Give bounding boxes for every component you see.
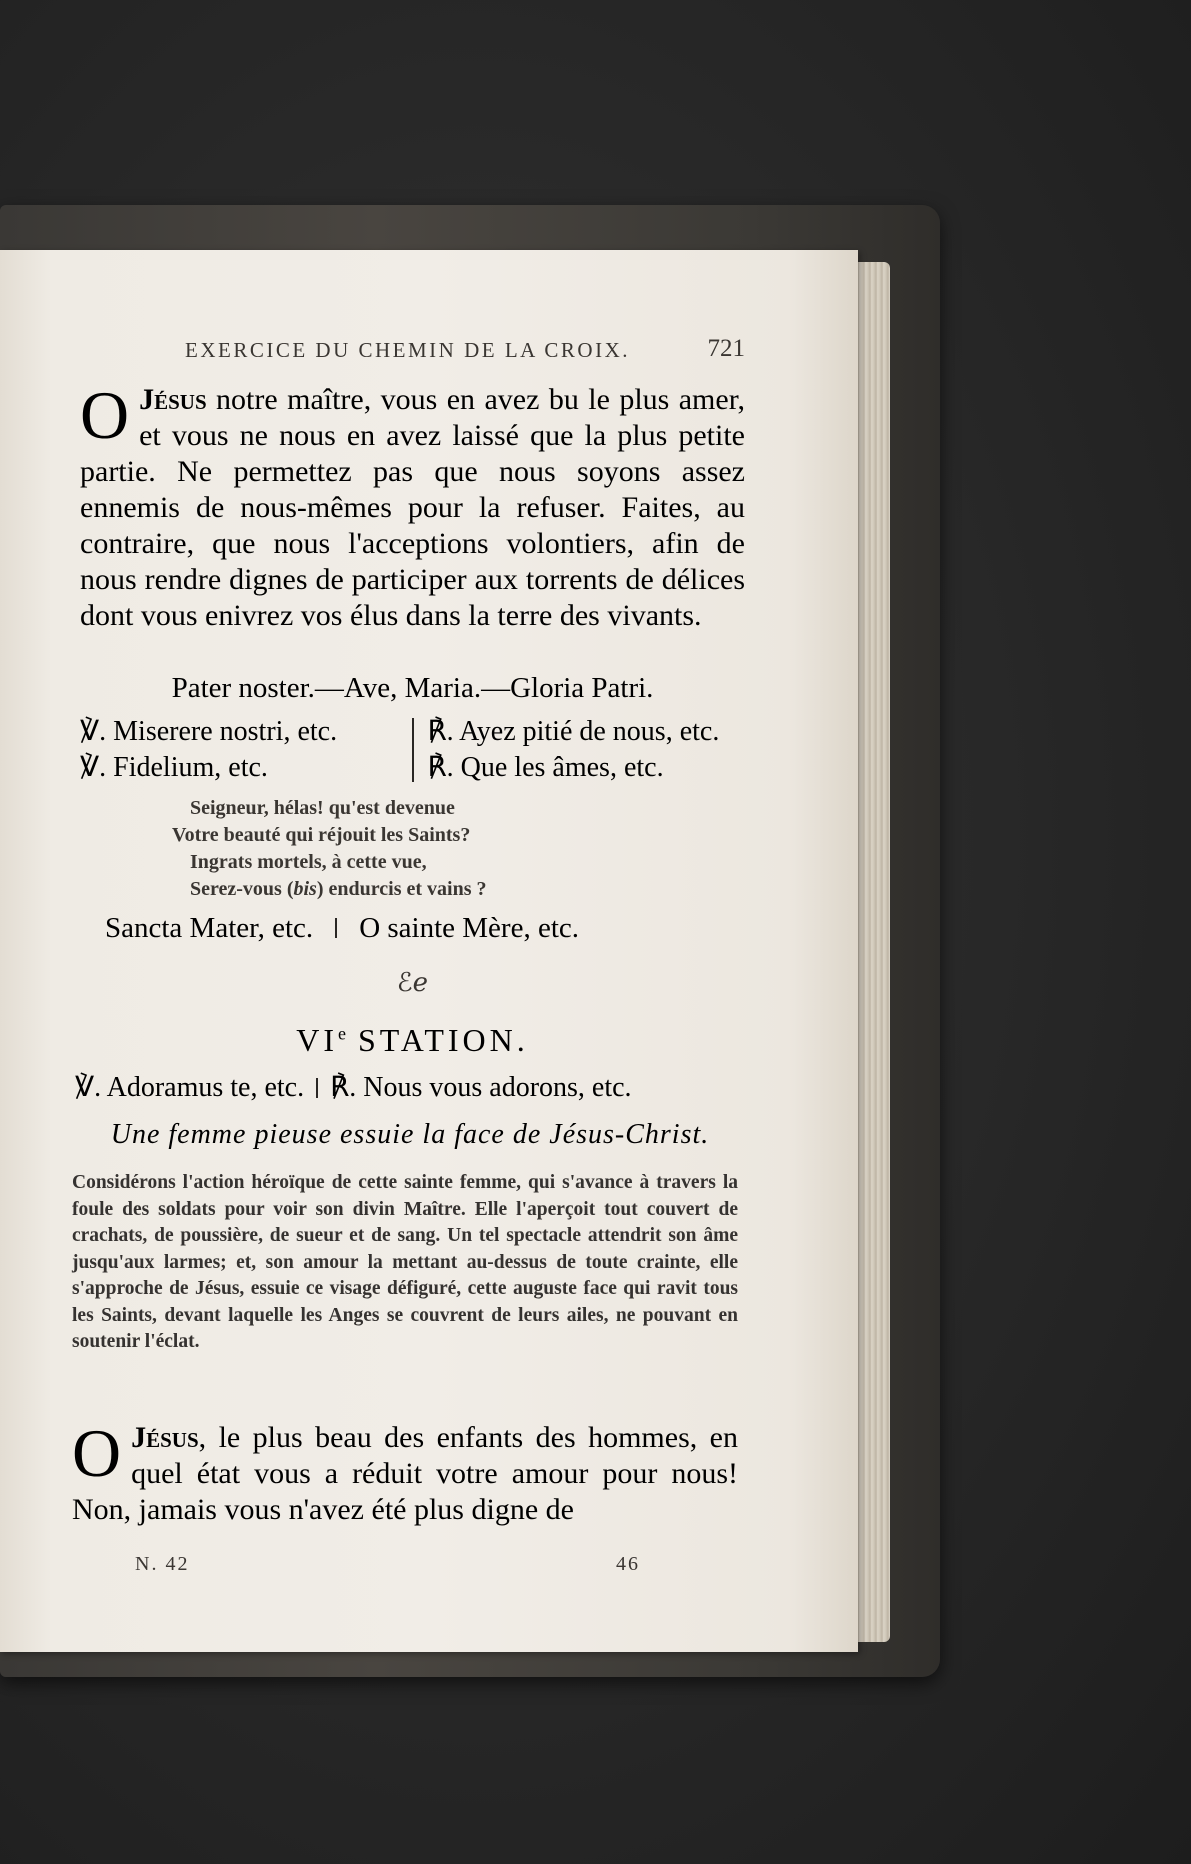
station-title: Une femme pieuse essuie la face de Jésus-Christ. xyxy=(110,1119,710,1150)
column-divider xyxy=(412,718,414,782)
pater-line: Pater noster.—Ave, Maria.—Gloria Patri. xyxy=(171,672,654,704)
drop-cap: O xyxy=(80,377,130,453)
stanza-line: Ingrats mortels, à cette vue, xyxy=(190,851,427,873)
ornament-icon: ℰℯ xyxy=(396,968,429,997)
sancta-latin: Sancta Mater, etc. xyxy=(105,912,314,944)
prayer-body: , le plus beau des enfants des hommes, en quel état vous a réduit votre amour pour nous! Non, jamais vous n'avez été plus digne de xyxy=(72,1421,738,1526)
stanza-line: Serez-vous (bis) endurcis et vains ? xyxy=(190,878,487,900)
header-title: EXERCICE DU CHEMIN DE LA CROIX. xyxy=(185,338,630,362)
adoramus-latin: ℣. Adoramus te, etc. xyxy=(75,1072,305,1103)
versicles-french xyxy=(428,714,746,786)
station-roman: VI xyxy=(296,1022,338,1058)
adoramus-line xyxy=(75,1070,745,1106)
sancta-french: O sainte Mère, etc. xyxy=(359,912,580,944)
signature-mark: N. 42 xyxy=(135,1553,190,1575)
versicle-line: ℣. Fidelium, etc. xyxy=(80,752,268,783)
response-line: ℟. Que les âmes, etc. xyxy=(427,752,664,783)
column-divider xyxy=(316,1078,318,1098)
sancta-line xyxy=(105,910,705,946)
versicles-latin xyxy=(80,714,398,786)
station-label: STATION. xyxy=(358,1022,529,1058)
running-header xyxy=(185,335,745,363)
prayer-name: Jésus xyxy=(139,383,207,416)
stanza-line: Votre beauté qui réjouit les Saints? xyxy=(172,824,471,846)
prayer-name: Jésus xyxy=(131,1421,199,1454)
versicle-line: ℣. Miserere nostri, etc. xyxy=(80,716,338,747)
response-line: ℟. Ayez pitié de nous, etc. xyxy=(427,716,720,747)
prayer-paragraph-1 xyxy=(80,377,745,634)
station-sup: e xyxy=(338,1023,346,1044)
column-divider xyxy=(335,918,337,938)
prayer-paragraph-2 xyxy=(72,1415,738,1528)
prayer-body: notre maître, vous en avez bu le plus amer, et vous ne nous en avez laissé que la plus petite partie. Ne permettez pas que nous soyons assez ennemis de nous-mêmes pour la refuser. Faites, au contraire, que nous l'acceptions volontiers, afin de nous rendre dignes de participer aux torrents de délices dont vous enivrez vos élus dans la terre des vivants. xyxy=(80,383,745,632)
meditation-paragraph: Considérons l'action héroïque de cette sainte femme, qui s'avance à travers la foule des soldats pour voir son divin Maître. Elle l'aperçoit tout couvert de crachats, de poussière, de sueur et de sang. Un tel spectacle attendrit son âme jusqu'aux larmes; et, son amour la mettant au-dessus de toute crainte, elle s'approche de Jésus, essuie ce visage défiguré, cette auguste face qui ravit tous les Saints, devant laquelle les Anges se couvrent de leurs ailes, ne pouvant en soutenir l'éclat. xyxy=(72,1172,738,1352)
station-heading xyxy=(80,1022,745,1059)
adoramus-french: ℟. Nous vous adorons, etc. xyxy=(330,1072,632,1103)
stanza-line: Seigneur, hélas! qu'est devenue xyxy=(190,797,455,819)
drop-cap: O xyxy=(72,1415,122,1491)
page-number: 721 xyxy=(707,335,745,362)
hymn-stanza xyxy=(172,795,670,903)
versicles xyxy=(80,714,745,786)
sheet-number: 46 xyxy=(616,1553,640,1575)
bis-mark: bis xyxy=(293,878,317,900)
